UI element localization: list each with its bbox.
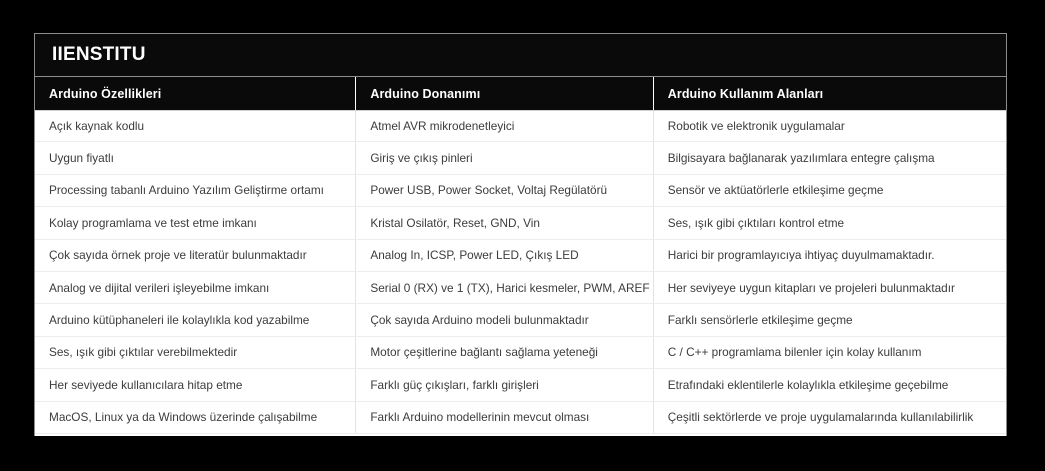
table-cell: Etrafındaki eklentilerle kolaylıkla etkileşime geçebilme bbox=[653, 369, 1006, 400]
table-row bbox=[35, 272, 1006, 304]
table-cell: Her seviyeye uygun kitapları ve projeleri bulunmaktadır bbox=[653, 272, 1006, 303]
table-row bbox=[35, 369, 1006, 401]
table-cell: Çok sayıda örnek proje ve literatür bulunmaktadır bbox=[49, 248, 307, 263]
table-cell: Processing tabanlı Arduino Yazılım Geliştirme ortamı bbox=[49, 183, 324, 198]
table-row bbox=[35, 304, 1006, 336]
table-cell: C / C++ programlama bilenler için kolay kullanım bbox=[653, 337, 1006, 368]
table-row bbox=[35, 402, 1006, 434]
table-cell: Motor çeşitlerine bağlantı sağlama yeteneği bbox=[355, 337, 652, 368]
brand-header bbox=[35, 34, 1006, 77]
table-cell: Uygun fiyatlı bbox=[49, 151, 114, 166]
table-cell: Robotik ve elektronik uygulamalar bbox=[653, 111, 1006, 141]
table-cell: Ses, ışık gibi çıktılar verebilmektedir bbox=[49, 345, 238, 360]
table-cell: Bilgisayara bağlanarak yazılımlara entegre çalışma bbox=[653, 142, 1006, 173]
table-cell: Sensör ve aktüatörlerle etkileşime geçme bbox=[653, 175, 1006, 206]
table-cell: Power USB, Power Socket, Voltaj Regülatörü bbox=[355, 175, 652, 206]
brand-logo-text: IIENSTITU bbox=[52, 44, 146, 65]
table-row bbox=[35, 337, 1006, 369]
table-cell: Analog In, ICSP, Power LED, Çıkış LED bbox=[355, 240, 652, 271]
table-row bbox=[35, 110, 1006, 142]
table-header-row bbox=[35, 77, 1006, 110]
table-cell: Çok sayıda Arduino modeli bulunmaktadır bbox=[355, 304, 652, 335]
table-cell: Giriş ve çıkış pinleri bbox=[355, 142, 652, 173]
table-cell: MacOS, Linux ya da Windows üzerinde çalışabilme bbox=[49, 410, 318, 425]
table-row bbox=[35, 240, 1006, 272]
table-cell: Ses, ışık gibi çıktıları kontrol etme bbox=[653, 207, 1006, 238]
table-cell: Kristal Osilatör, Reset, GND, Vin bbox=[355, 207, 652, 238]
table-cell: Arduino kütüphaneleri ile kolaylıkla kod yazabilme bbox=[49, 313, 310, 328]
table-cell: Kolay programlama ve test etme imkanı bbox=[49, 215, 257, 230]
table-cell: Her seviyede kullanıcılara hitap etme bbox=[49, 377, 243, 392]
table-cell: Harici bir programlayıcıya ihtiyaç duyulmamaktadır. bbox=[653, 240, 1006, 271]
table-cell: Atmel AVR mikrodenetleyici bbox=[355, 111, 652, 141]
table-cell: Farklı güç çıkışları, farklı girişleri bbox=[355, 369, 652, 400]
column-header-arduino-donanimi: Arduino Donanımı bbox=[355, 77, 652, 110]
table-cell: Analog ve dijital verileri işleyebilme imkanı bbox=[49, 280, 270, 295]
table-row bbox=[35, 175, 1006, 207]
table-body bbox=[35, 110, 1006, 434]
comparison-table-card bbox=[34, 33, 1007, 436]
column-header-arduino-ozellikleri: Arduino Özellikleri bbox=[49, 86, 162, 101]
table-row bbox=[35, 207, 1006, 239]
table-cell: Farklı Arduino modellerinin mevcut olması bbox=[355, 402, 652, 433]
table-cell: Farklı sensörlerle etkileşime geçme bbox=[653, 304, 1006, 335]
table-row bbox=[35, 142, 1006, 174]
column-header-arduino-kullanim-alanlari: Arduino Kullanım Alanları bbox=[653, 77, 1006, 110]
table-cell: Çeşitli sektörlerde ve proje uygulamalarında kullanılabilirlik bbox=[653, 402, 1006, 433]
table-cell: Serial 0 (RX) ve 1 (TX), Harici kesmeler, PWM, AREF bbox=[355, 272, 652, 303]
table-cell: Açık kaynak kodlu bbox=[49, 119, 145, 134]
